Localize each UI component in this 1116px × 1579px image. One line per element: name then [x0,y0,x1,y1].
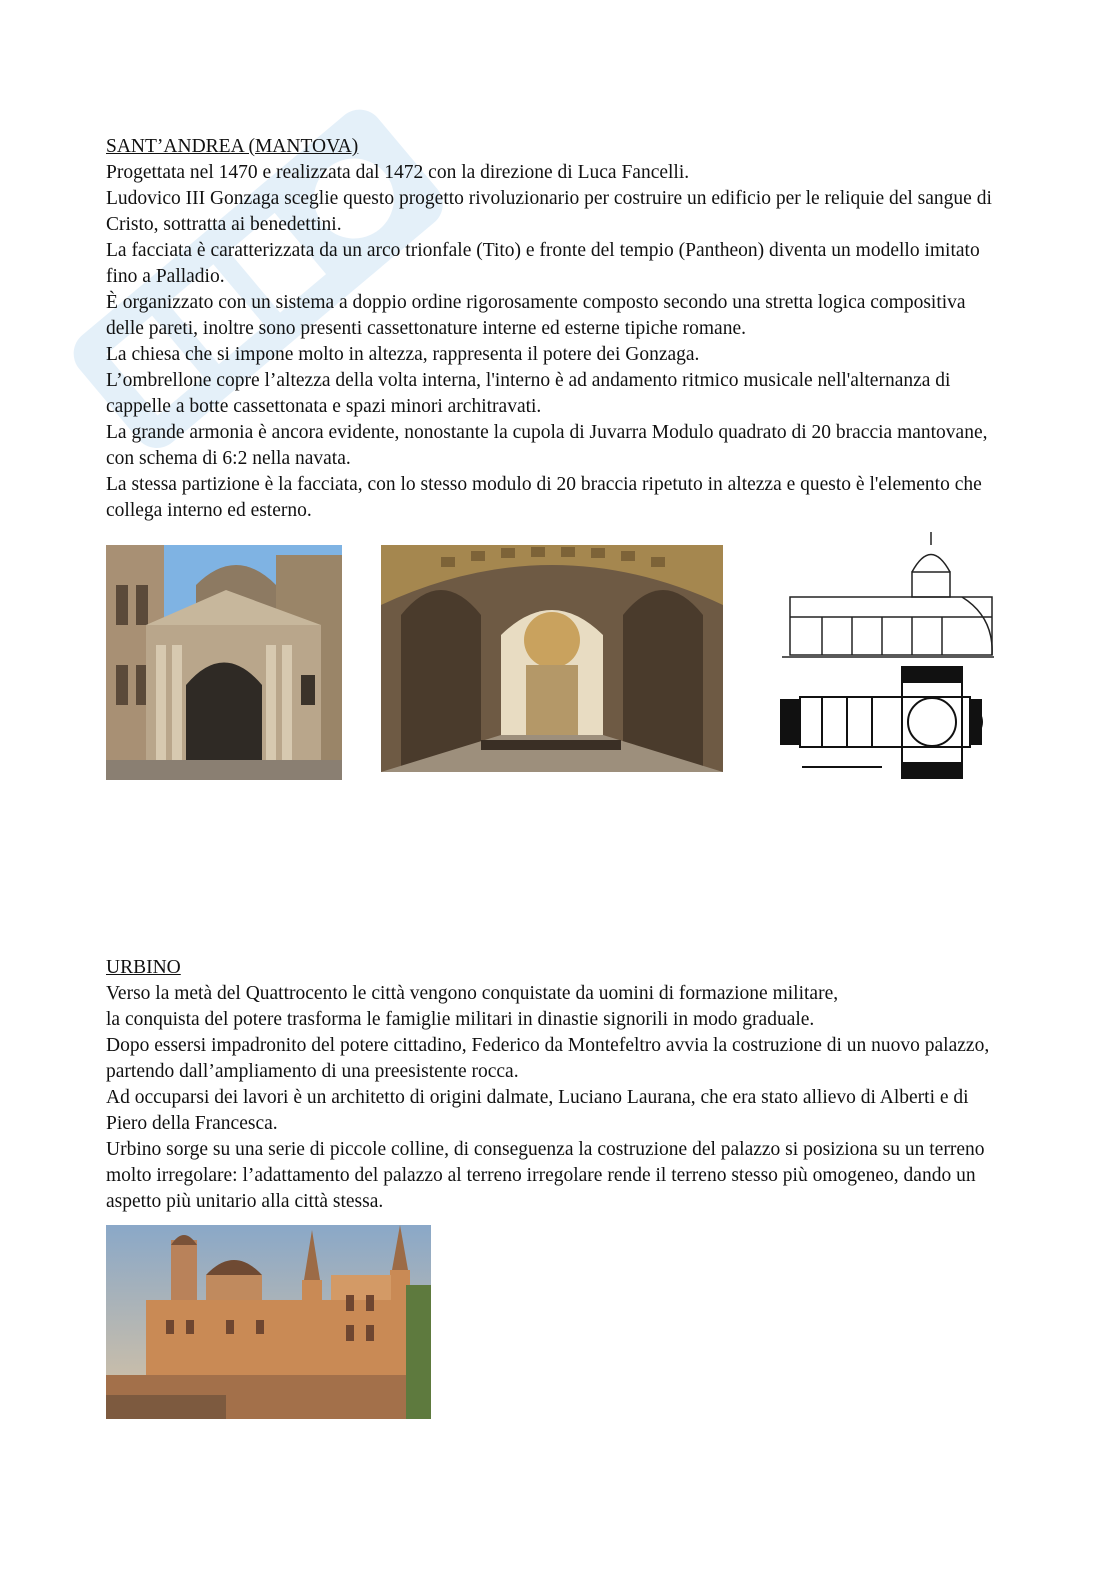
paragraph: Verso la metà del Quattrocento le città vengono conquistate da uomini di formazione militare, [106,983,839,1004]
paragraph: La grande armonia è ancora evidente, nonostante la cupola di Juvarra Modulo quadrato di 20 braccia mantovane, con schema di 6:2 nella navata. [106,422,988,469]
paragraph: È organizzato con un sistema a doppio ordine rigorosamente composto secondo una stretta logica compositiva delle pareti, inoltre sono presenti cassettonature interne ed esterne tipiche romane. [106,292,966,339]
paragraph: Progettata nel 1470 e realizzata dal 1472 con la direzione di Luca Fancelli. [106,162,690,183]
facade-photo [106,545,342,780]
paragraph: La stessa partizione è la facciata, con lo stesso modulo di 20 braccia ripetuto in altezza e questo è l'elemento che collega interno ed esterno. [106,474,982,521]
interior-photo [381,545,723,772]
section-heading: URBINO [106,957,181,978]
plan-drawing [762,527,998,789]
paragraph: la conquista del potere trasforma le famiglie militari in dinastie signorili in modo graduale. [106,1009,815,1030]
paragraph: Urbino sorge su una serie di piccole colline, di conseguenza la costruzione del palazzo si posiziona su un terreno molto irregolare: l’adattamento del palazzo al terreno irregolare rende il terreno stesso più omogeneo, dando un aspetto più unitario alla città stessa. [106,1139,985,1212]
section-heading: SANT’ANDREA (MANTOVA) [106,136,359,157]
paragraph: La facciata è caratterizzata da un arco trionfale (Tito) e fronte del tempio (Pantheon) diventa un modello imitato fino a Palladio. [106,240,980,287]
urbino-palace-photo [106,1225,431,1419]
paragraph: La chiesa che si impone molto in altezza, rappresenta il potere dei Gonzaga. [106,344,700,365]
section-santandrea [106,134,1006,524]
paragraph: Ludovico III Gonzaga sceglie questo progetto rivoluzionario per costruire un edificio per le reliquie del sangue di Cristo, sottratta ai benedettini. [106,188,992,235]
paragraph: L’ombrellone copre l’altezza della volta interna, l'interno è ad andamento ritmico musicale nell'alternanza di cappelle a botte cassettonata e spazi minori architravati. [106,370,951,417]
paragraph: Dopo essersi impadronito del potere cittadino, Federico da Montefeltro avvia la costruzione di un nuovo palazzo, partendo dall’ampliamento di una preesistente rocca. [106,1035,990,1082]
section-urbino [106,955,1006,1215]
paragraph: Ad occuparsi dei lavori è un architetto di origini dalmate, Luciano Laurana, che era stato allievo di Alberti e di Piero della Francesca. [106,1087,969,1134]
